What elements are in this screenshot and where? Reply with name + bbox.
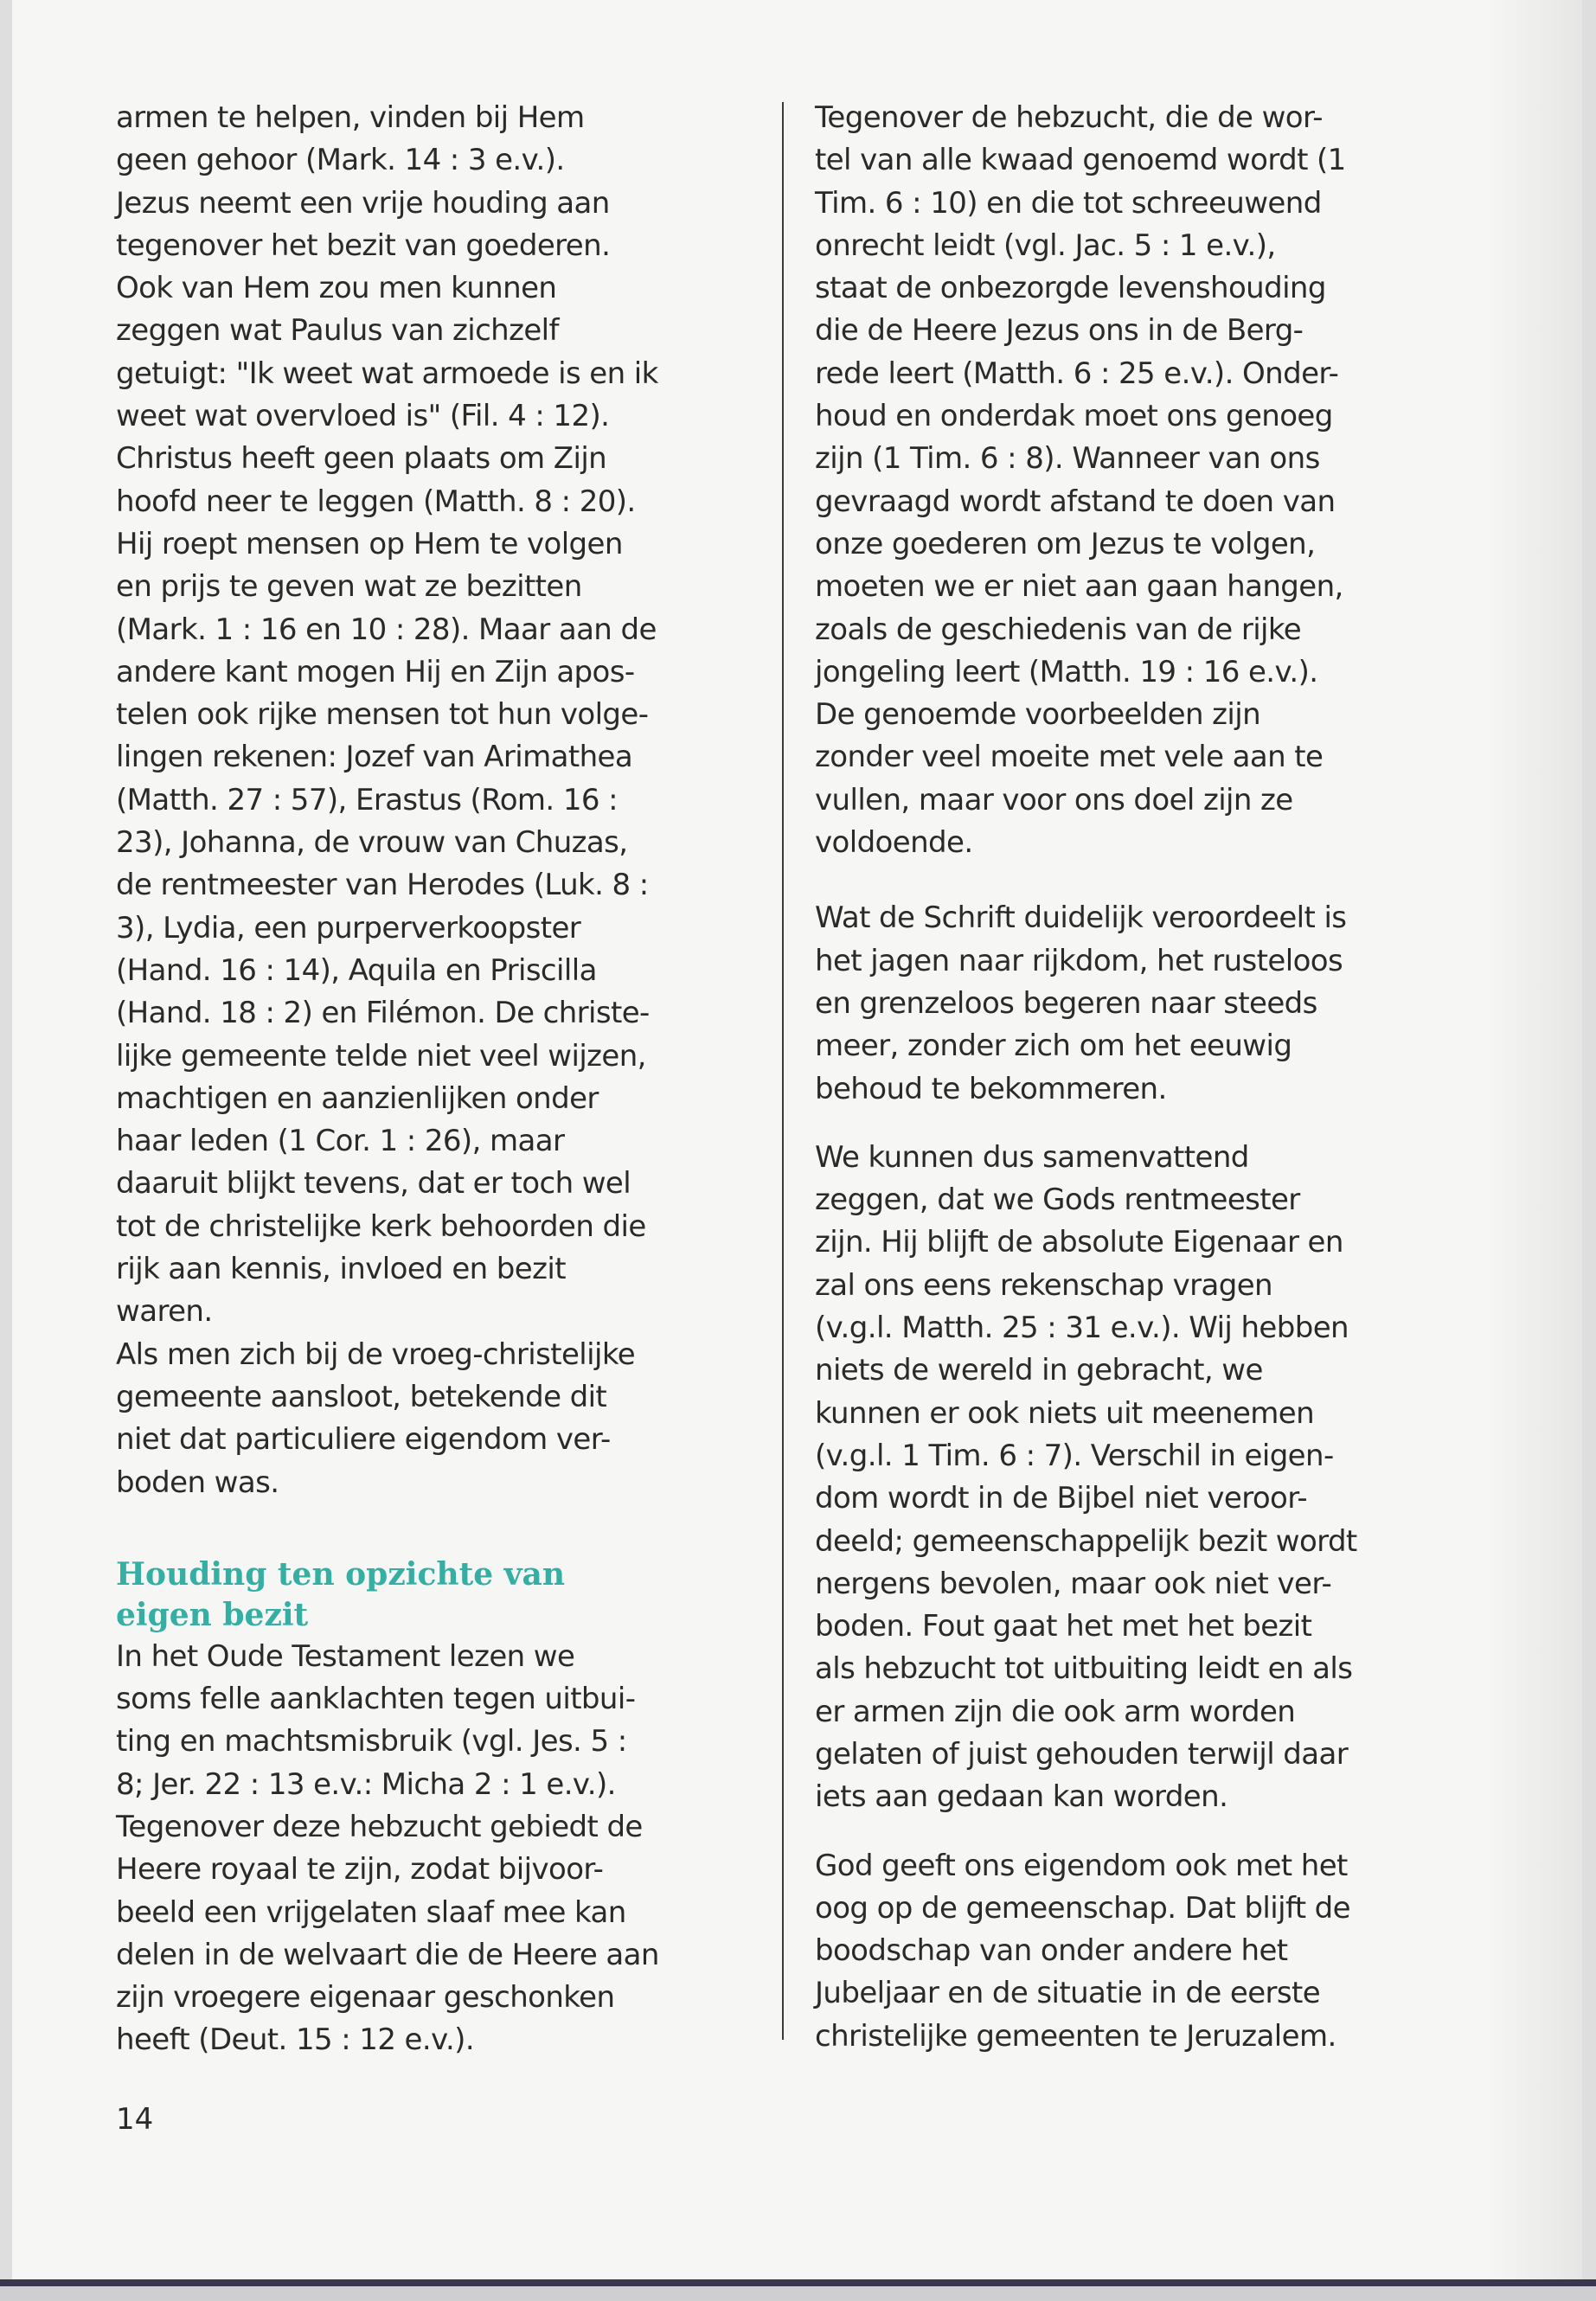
text-line: gemeente aansloot, betekende dit <box>116 1379 607 1414</box>
text-line: kunnen er ook niets uit meenemen <box>815 1395 1315 1431</box>
right-paragraph-2 <box>815 897 1481 1110</box>
text-line: zeggen, dat we Gods rentmeester <box>815 1183 1300 1218</box>
text-line: De genoemde voorbeelden zijn <box>815 697 1261 733</box>
text-line: telen ook rijke mensen tot hun volge- <box>116 697 649 733</box>
text-line: Jubeljaar en de situatie in de eerste <box>815 1976 1321 2011</box>
text-line: zijn (1 Tim. 6 : 8). Wanneer van ons <box>815 441 1320 477</box>
text-line: Ook van Hem zou men kunnen <box>116 271 557 306</box>
text-line: Als men zich bij de vroeg-christelijke <box>116 1336 636 1372</box>
text-line: tot de christelijke kerk behoorden die <box>116 1208 646 1244</box>
text-line: weet wat overvloed is" (Fil. 4 : 12). <box>116 399 610 434</box>
text-line: rijk aan kennis, invloed en bezit <box>116 1252 566 1287</box>
text-line: Tegenover deze hebzucht gebiedt de <box>116 1809 643 1844</box>
heading-line: eigen bezit <box>116 1596 309 1633</box>
text-line: (Matth. 27 : 57), Erastus (Rom. 16 : <box>116 782 618 817</box>
text-line: armen te helpen, vinden bij Hem <box>116 100 585 135</box>
text-line: boden. Fout gaat het met het bezit <box>815 1609 1312 1644</box>
text-line: Hij roept mensen op Hem te volgen <box>116 526 623 561</box>
text-line: staat de onbezorgde levenshouding <box>815 271 1326 306</box>
text-line: gevraagd wordt afstand te doen van <box>815 484 1336 519</box>
text-line: jongeling leert (Matth. 19 : 16 e.v.). <box>815 654 1318 689</box>
text-line: en grenzeloos begeren naar steeds <box>815 985 1317 1021</box>
text-line: gelaten of juist gehouden terwijl daar <box>815 1736 1349 1772</box>
text-line: (Hand. 16 : 14), Aquila en Priscilla <box>116 952 597 988</box>
text-line: Heere royaal te zijn, zodat bijvoor- <box>116 1852 604 1888</box>
left-paragraph-3 <box>116 1636 756 2062</box>
text-line: beeld een vrijgelaten slaaf mee kan <box>116 1894 626 1930</box>
text-line: nergens bevolen, maar ook niet ver- <box>815 1566 1332 1601</box>
text-line: zijn. Hij blijft de absolute Eigenaar en <box>815 1225 1343 1260</box>
right-paragraph-4 <box>815 1845 1481 2058</box>
left-paragraph-2 <box>116 1334 756 1504</box>
text-line: 3), Lydia, een purperverkoopster <box>116 910 581 945</box>
text-line: het jagen naar rijkdom, het rusteloos <box>815 943 1343 978</box>
text-line: tegenover het bezit van goederen. <box>116 228 611 263</box>
text-line: de rentmeester van Herodes (Luk. 8 : <box>116 868 649 903</box>
text-line: moeten we er niet aan gaan hangen, <box>815 569 1343 605</box>
text-line: hoofd neer te leggen (Matth. 8 : 20). <box>116 484 636 519</box>
text-line: delen in de welvaart die de Heere aan <box>116 1937 659 1972</box>
text-line: als hebzucht tot uitbuiting leidt en als <box>815 1651 1353 1687</box>
text-line: lijke gemeente telde niet veel wijzen, <box>116 1038 646 1074</box>
paragraph-spacer <box>815 864 1481 897</box>
text-line: (v.g.l. Matth. 25 : 31 e.v.). Wij hebben <box>815 1311 1349 1346</box>
text-line: zoals de geschiedenis van de rijke <box>815 612 1302 647</box>
text-line: behoud te bekommeren. <box>815 1071 1167 1106</box>
page-number: 14 <box>116 2102 154 2137</box>
text-line: heeft (Deut. 15 : 12 e.v.). <box>116 2022 475 2058</box>
text-line: die de Heere Jezus ons in de Berg- <box>815 313 1304 349</box>
text-line: Christus heeft geen plaats om Zijn <box>116 441 607 477</box>
text-line: waren. <box>116 1294 213 1330</box>
text-line: machtigen en aanzienlijken onder <box>116 1080 599 1116</box>
text-line: haar leden (1 Cor. 1 : 26), maar <box>116 1124 565 1159</box>
text-line: rede leert (Matth. 6 : 25 e.v.). Onder- <box>815 356 1339 391</box>
text-line: Tegenover de hebzucht, die de wor- <box>815 100 1323 135</box>
text-line: daaruit blijkt tevens, dat er toch wel <box>116 1166 631 1202</box>
text-line: lingen rekenen: Jozef van Arimathea <box>116 740 633 775</box>
text-line: niet dat particuliere eigendom ver- <box>116 1422 611 1458</box>
paragraph-spacer <box>815 1819 1481 1845</box>
text-line: onrecht leidt (vgl. Jac. 5 : 1 e.v.), <box>815 228 1276 263</box>
text-line: en prijs te geven wat ze bezitten <box>116 569 582 605</box>
text-line: boodschap van onder andere het <box>815 1933 1288 1969</box>
text-line: andere kant mogen Hij en Zijn apos- <box>116 654 635 689</box>
text-line: er armen zijn die ook arm worden <box>815 1694 1296 1729</box>
text-line: ting en machtsmisbruik (vgl. Jes. 5 : <box>116 1724 627 1759</box>
text-line: 8; Jer. 22 : 13 e.v.: Micha 2 : 1 e.v.). <box>116 1766 616 1802</box>
text-line: In het Oude Testament lezen we <box>116 1638 575 1674</box>
text-line: voldoende. <box>815 825 973 861</box>
text-line: houd en onderdak moet ons genoeg <box>815 399 1333 434</box>
text-line: getuigt: "Ik weet wat armoede is en ik <box>116 356 658 391</box>
text-line: Jezus neemt een vrije houding aan <box>116 185 610 221</box>
text-line: deeld; gemeenschappelijk bezit wordt <box>815 1523 1357 1559</box>
text-line: zonder veel moeite met vele aan te <box>815 740 1324 775</box>
text-line: (Mark. 1 : 16 en 10 : 28). Maar aan de <box>116 612 657 647</box>
text-line: (Hand. 18 : 2) en Filémon. De christe- <box>116 996 650 1031</box>
text-line: iets aan gedaan kan worden. <box>815 1779 1228 1815</box>
right-paragraph-3 <box>815 1137 1481 1819</box>
left-column <box>116 97 756 2062</box>
text-line: God geeft ons eigendom ook met het <box>815 1848 1348 1883</box>
text-line: christelijke gemeenten te Jeruzalem. <box>815 2018 1336 2054</box>
bottom-edge-rule <box>0 2279 1596 2286</box>
text-line: soms felle aanklachten tegen uitbui- <box>116 1682 636 1717</box>
text-line: oog op de gemeenschap. Dat blijft de <box>815 1890 1350 1926</box>
right-column <box>815 97 1481 2058</box>
text-line: boden was. <box>116 1465 279 1500</box>
section-heading <box>116 1554 756 1636</box>
text-line: niets de wereld in gebracht, we <box>815 1353 1263 1388</box>
heading-line: Houding ten opzichte van <box>116 1555 566 1593</box>
text-line: vullen, maar voor ons doel zijn ze <box>815 782 1293 817</box>
text-line: geen gehoor (Mark. 14 : 3 e.v.). <box>116 143 565 178</box>
column-divider <box>782 102 784 2040</box>
right-paragraph-1 <box>815 97 1481 864</box>
bottom-edge-margin <box>0 2286 1596 2301</box>
text-line: Wat de Schrift duidelijk veroordeelt is <box>815 901 1347 936</box>
text-line: dom wordt in de Bijbel niet veroor- <box>815 1481 1308 1516</box>
paragraph-spacer <box>815 1111 1481 1137</box>
text-line: (v.g.l. 1 Tim. 6 : 7). Verschil in eigen- <box>815 1438 1334 1473</box>
text-line: meer, zonder zich om het eeuwig <box>815 1029 1292 1064</box>
text-line: tel van alle kwaad genoemd wordt (1 <box>815 143 1346 178</box>
book-page <box>12 0 1582 2279</box>
text-line: zijn vroegere eigenaar geschonken <box>116 1980 615 2016</box>
left-paragraph-1 <box>116 97 756 1334</box>
text-line: We kunnen dus samenvattend <box>815 1139 1249 1175</box>
text-line: zal ons eens rekenschap vragen <box>815 1267 1272 1303</box>
text-line: Tim. 6 : 10) en die tot schreeuwend <box>815 185 1322 221</box>
text-line: zeggen wat Paulus van zichzelf <box>116 313 559 349</box>
text-line: 23), Johanna, de vrouw van Chuzas, <box>116 825 628 861</box>
text-line: onze goederen om Jezus te volgen, <box>815 526 1316 561</box>
